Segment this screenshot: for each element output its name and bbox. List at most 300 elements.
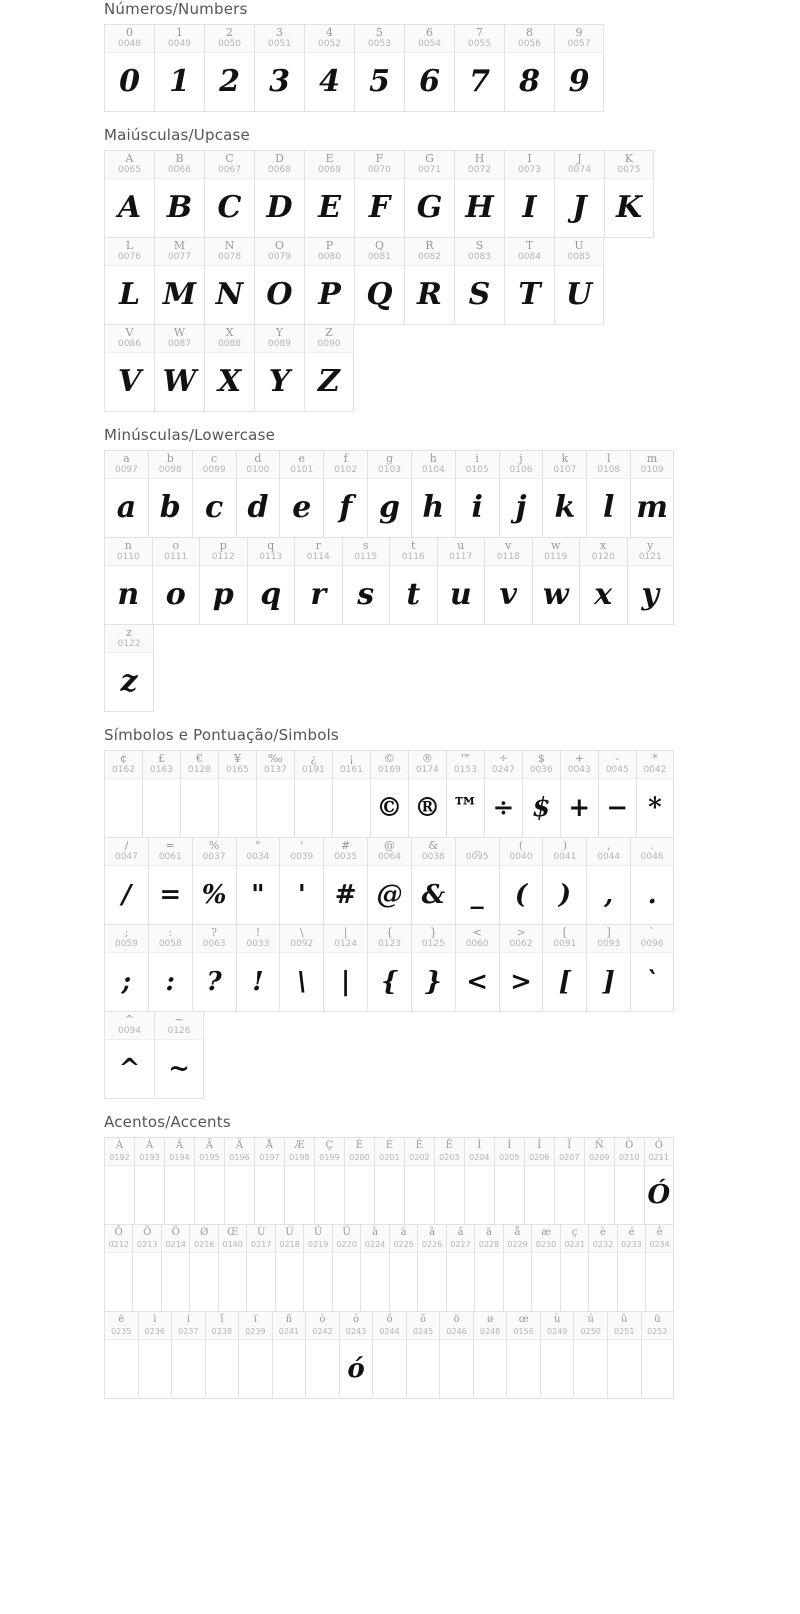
glyph-code-label: 0071 xyxy=(418,165,441,175)
glyph-cell[interactable] xyxy=(254,325,304,412)
glyph-cell[interactable] xyxy=(630,450,674,538)
glyph-char-label: | xyxy=(343,926,348,939)
glyph-code-label: 0197 xyxy=(259,1153,280,1162)
glyph-code-label: 0220 xyxy=(336,1240,357,1249)
glyph-cell-header xyxy=(255,1138,284,1166)
glyph-char-label: Ë xyxy=(445,1140,453,1151)
glyph-cell[interactable] xyxy=(189,1225,217,1312)
glyph-cell[interactable] xyxy=(132,1225,160,1312)
glyph-char-label: Å xyxy=(265,1140,274,1151)
glyph-cell-header xyxy=(105,538,152,566)
glyph-cell[interactable] xyxy=(332,750,370,838)
glyph-cell[interactable] xyxy=(104,538,152,625)
glyph-cell[interactable] xyxy=(573,1312,607,1399)
glyph-cell[interactable] xyxy=(305,1312,339,1399)
glyph-cell[interactable] xyxy=(104,750,142,838)
glyph-cell[interactable] xyxy=(104,838,148,925)
glyph-cell-header xyxy=(193,451,236,479)
glyph-cell[interactable] xyxy=(560,1225,588,1312)
glyph-cell-header xyxy=(500,451,543,479)
glyph-cell[interactable] xyxy=(524,1137,554,1225)
glyph-cell[interactable] xyxy=(588,1225,616,1312)
glyph-cell[interactable] xyxy=(532,538,580,625)
glyph-cell[interactable] xyxy=(455,450,499,538)
glyph-char-label: y xyxy=(647,539,654,552)
glyph-preview: K xyxy=(615,190,643,225)
glyph-cell[interactable] xyxy=(504,238,554,325)
glyph-row xyxy=(104,24,674,112)
glyph-cell[interactable] xyxy=(236,925,280,1012)
glyph-cell-header xyxy=(190,1225,217,1253)
glyph-cell[interactable] xyxy=(542,450,586,538)
glyph-cell[interactable] xyxy=(272,1312,306,1399)
glyph-row xyxy=(104,1012,674,1099)
glyph-row xyxy=(104,750,674,838)
glyph-code-label: 0055 xyxy=(468,39,491,49)
glyph-cell[interactable] xyxy=(360,1225,388,1312)
glyph-cell[interactable] xyxy=(454,150,504,238)
glyph-code-label: 0247 xyxy=(491,765,515,775)
glyph-code-label: 0226 xyxy=(421,1240,443,1249)
glyph-cell[interactable] xyxy=(218,750,256,838)
glyph-cell[interactable] xyxy=(607,1312,641,1399)
glyph-cell-header xyxy=(504,1225,531,1253)
glyph-cell[interactable] xyxy=(224,1137,254,1225)
glyph-preview xyxy=(172,1340,205,1398)
glyph-cell-header xyxy=(195,1138,224,1166)
glyph-char-label: Â xyxy=(175,1140,184,1151)
glyph-cell[interactable] xyxy=(104,1012,154,1099)
glyph-cell[interactable] xyxy=(434,1137,464,1225)
glyph-cell[interactable] xyxy=(370,750,408,838)
glyph-cell[interactable] xyxy=(374,1137,404,1225)
glyph-cell[interactable] xyxy=(279,838,323,925)
glyph-cell[interactable] xyxy=(531,1225,559,1312)
glyph-code-label: 0079 xyxy=(268,252,291,262)
glyph-preview: 3 xyxy=(269,64,290,99)
glyph-char-label: 8 xyxy=(526,26,533,39)
glyph-preview: I xyxy=(522,190,537,225)
glyph-cell[interactable] xyxy=(304,325,354,412)
glyph-cell[interactable] xyxy=(408,750,446,838)
glyph-char-label: o xyxy=(172,539,180,552)
glyph-char-label: ã xyxy=(457,1227,464,1238)
glyph-preview: l xyxy=(603,490,615,525)
glyph-code-label: 0206 xyxy=(529,1153,550,1162)
glyph-cell[interactable] xyxy=(404,238,454,325)
glyph-cell[interactable] xyxy=(247,538,295,625)
glyph-preview: x xyxy=(594,577,613,612)
glyph-cell[interactable] xyxy=(554,24,604,112)
glyph-cell[interactable] xyxy=(148,838,192,925)
glyph-code-label: 0069 xyxy=(318,165,341,175)
glyph-preview xyxy=(285,1166,314,1224)
glyph-code-label: 0096 xyxy=(640,939,664,949)
glyph-cell[interactable] xyxy=(161,1225,189,1312)
glyph-cell[interactable] xyxy=(154,325,204,412)
glyph-char-label: W xyxy=(173,326,186,339)
glyph-cell[interactable] xyxy=(199,538,247,625)
glyph-cell[interactable] xyxy=(454,24,504,112)
glyph-preview xyxy=(440,1340,473,1398)
glyph-cell[interactable] xyxy=(494,1137,524,1225)
glyph-code-label: 0239 xyxy=(245,1327,266,1336)
glyph-cell[interactable] xyxy=(192,838,236,925)
glyph-cell-header xyxy=(239,1312,272,1340)
glyph-cell[interactable] xyxy=(522,750,560,838)
glyph-cell[interactable] xyxy=(644,1137,674,1225)
glyph-cell[interactable] xyxy=(104,24,154,112)
glyph-char-label: h xyxy=(429,452,437,465)
glyph-cell[interactable] xyxy=(256,750,294,838)
glyph-cell[interactable] xyxy=(180,750,218,838)
glyph-cell-header xyxy=(418,1225,445,1253)
glyph-cell[interactable] xyxy=(236,450,280,538)
glyph-code-label: 0117 xyxy=(449,552,473,562)
glyph-cell[interactable] xyxy=(389,1225,417,1312)
glyph-cell[interactable] xyxy=(354,24,404,112)
glyph-cell[interactable] xyxy=(411,925,455,1012)
glyph-char-label: ' xyxy=(300,839,304,852)
glyph-cell-header xyxy=(500,838,543,866)
glyph-preview: H xyxy=(465,190,494,225)
glyph-cell[interactable] xyxy=(192,925,236,1012)
glyph-code-label: 0246 xyxy=(446,1327,467,1336)
glyph-cell[interactable] xyxy=(342,538,390,625)
glyph-cell[interactable] xyxy=(154,238,204,325)
glyph-cell-header xyxy=(555,151,604,179)
glyph-cell-header xyxy=(295,751,332,779)
glyph-char-label: ; xyxy=(124,926,129,939)
glyph-cell[interactable] xyxy=(154,24,204,112)
glyph-cell[interactable] xyxy=(204,325,254,412)
glyph-cell[interactable] xyxy=(204,24,254,112)
glyph-cell[interactable] xyxy=(474,1225,502,1312)
glyph-cell-header xyxy=(285,1138,314,1166)
glyph-char-label: a xyxy=(123,452,130,465)
glyph-cell[interactable] xyxy=(194,1137,224,1225)
glyph-code-label: 0203 xyxy=(439,1153,460,1162)
glyph-cell[interactable] xyxy=(554,1137,584,1225)
glyph-cell[interactable] xyxy=(586,450,630,538)
glyph-preview: ó xyxy=(347,1354,365,1384)
glyph-cell[interactable] xyxy=(554,238,604,325)
glyph-cell[interactable] xyxy=(503,1225,531,1312)
glyph-preview xyxy=(507,1340,540,1398)
glyph-cell[interactable] xyxy=(192,450,236,538)
glyph-cell[interactable] xyxy=(104,1137,134,1225)
glyph-cell-header xyxy=(456,451,499,479)
glyph-preview xyxy=(585,1166,614,1224)
glyph-cell-header xyxy=(205,238,254,266)
glyph-cell-header xyxy=(219,1225,246,1253)
glyph-char-label: ë xyxy=(118,1314,125,1325)
glyph-char-label: ä xyxy=(486,1227,493,1238)
glyph-preview: 5 xyxy=(369,64,390,99)
glyph-cell-header xyxy=(543,451,586,479)
glyph-cell[interactable] xyxy=(314,1137,344,1225)
glyph-code-label: 0072 xyxy=(468,165,491,175)
glyph-preview: L xyxy=(118,277,141,312)
glyph-cell[interactable] xyxy=(554,150,604,238)
glyph-cell[interactable] xyxy=(205,1312,239,1399)
glyph-grid xyxy=(104,24,674,112)
glyph-char-label: / xyxy=(124,839,129,852)
glyph-cell[interactable] xyxy=(473,1312,507,1399)
glyph-preview: 2 xyxy=(219,64,240,99)
glyph-cell[interactable] xyxy=(142,750,180,838)
glyph-cell-header xyxy=(248,538,295,566)
glyph-cell[interactable] xyxy=(275,1225,303,1312)
glyph-cell[interactable] xyxy=(238,1312,272,1399)
glyph-cell[interactable] xyxy=(372,1312,406,1399)
glyph-cell[interactable] xyxy=(586,838,630,925)
glyph-cell[interactable] xyxy=(645,1225,674,1312)
glyph-code-label: 0212 xyxy=(108,1240,129,1249)
glyph-preview: 7 xyxy=(469,64,490,99)
glyph-cell[interactable] xyxy=(446,1225,474,1312)
glyph-cell[interactable] xyxy=(204,150,254,238)
glyph-code-label: 0236 xyxy=(144,1327,165,1336)
glyph-cell[interactable] xyxy=(560,750,598,838)
glyph-cell[interactable] xyxy=(154,1012,204,1099)
glyph-cell[interactable] xyxy=(254,1137,284,1225)
glyph-cell[interactable] xyxy=(104,450,148,538)
glyph-cell[interactable] xyxy=(367,838,411,925)
glyph-cell-header xyxy=(541,1312,574,1340)
glyph-cell[interactable] xyxy=(323,925,367,1012)
glyph-cell[interactable] xyxy=(584,1137,614,1225)
glyph-code-label: 0121 xyxy=(638,552,662,562)
glyph-cell[interactable] xyxy=(236,838,280,925)
glyph-cell[interactable] xyxy=(504,24,554,112)
glyph-code-label: 0046 xyxy=(640,852,664,862)
glyph-cell-header xyxy=(589,1225,616,1253)
glyph-section xyxy=(0,726,800,1099)
glyph-cell[interactable] xyxy=(504,150,554,238)
glyph-preview xyxy=(642,1340,674,1398)
glyph-code-label: 0244 xyxy=(379,1327,400,1336)
glyph-cell[interactable] xyxy=(204,238,254,325)
glyph-preview xyxy=(165,1166,194,1224)
glyph-code-label: 0101 xyxy=(290,465,314,475)
glyph-cell[interactable] xyxy=(218,1225,246,1312)
glyph-char-label: ó xyxy=(352,1314,359,1325)
glyph-cell-header xyxy=(580,538,627,566)
glyph-cell[interactable] xyxy=(454,238,504,325)
glyph-char-label: Ø xyxy=(200,1227,209,1238)
glyph-cell[interactable] xyxy=(540,1312,574,1399)
glyph-cell[interactable] xyxy=(406,1312,440,1399)
glyph-code-label: 0118 xyxy=(496,552,520,562)
section-title: Símbolos e Pontuação/Simbols xyxy=(104,726,339,744)
glyph-cell[interactable] xyxy=(636,750,674,838)
glyph-cell[interactable] xyxy=(464,1137,494,1225)
glyph-cell[interactable] xyxy=(148,925,192,1012)
glyph-code-label: 0081 xyxy=(368,252,391,262)
glyph-cell[interactable] xyxy=(354,150,404,238)
glyph-cell[interactable] xyxy=(171,1312,205,1399)
glyph-code-label: 0065 xyxy=(118,165,141,175)
glyph-cell[interactable] xyxy=(404,150,454,238)
glyph-cell[interactable] xyxy=(404,1137,434,1225)
glyph-cell[interactable] xyxy=(344,1137,374,1225)
glyph-char-label: ü xyxy=(654,1314,661,1325)
glyph-cell[interactable] xyxy=(104,925,148,1012)
glyph-preview: r xyxy=(310,577,327,612)
glyph-cell[interactable] xyxy=(152,538,200,625)
glyph-cell[interactable] xyxy=(411,450,455,538)
glyph-cell[interactable] xyxy=(617,1225,645,1312)
glyph-cell[interactable] xyxy=(323,450,367,538)
glyph-char-label: = xyxy=(165,839,175,852)
glyph-cell-header xyxy=(474,1312,507,1340)
glyph-cell[interactable] xyxy=(138,1312,172,1399)
glyph-cell[interactable] xyxy=(104,238,154,325)
glyph-cell[interactable] xyxy=(254,150,304,238)
glyph-preview: ( xyxy=(514,880,528,910)
glyph-cell-header xyxy=(455,151,504,179)
glyph-cell-header xyxy=(587,838,630,866)
glyph-cell[interactable] xyxy=(455,925,499,1012)
glyph-code-label: 0201 xyxy=(379,1153,400,1162)
glyph-code-label: 0122 xyxy=(117,639,141,649)
glyph-cell[interactable] xyxy=(579,538,627,625)
glyph-cell[interactable] xyxy=(437,538,485,625)
glyph-cell-header xyxy=(631,451,673,479)
glyph-cell-header xyxy=(355,238,404,266)
glyph-cell[interactable] xyxy=(499,925,543,1012)
glyph-code-label: 0196 xyxy=(229,1153,250,1162)
glyph-code-label: 0204 xyxy=(469,1153,490,1162)
glyph-cell[interactable] xyxy=(604,150,654,238)
glyph-cell-header xyxy=(237,838,280,866)
glyph-cell[interactable] xyxy=(586,925,630,1012)
glyph-cell[interactable] xyxy=(367,450,411,538)
glyph-char-label: ( xyxy=(518,839,524,852)
glyph-cell[interactable] xyxy=(304,238,354,325)
glyph-cell[interactable] xyxy=(630,838,674,925)
glyph-code-label: 0044 xyxy=(597,852,621,862)
glyph-cell[interactable] xyxy=(134,1137,164,1225)
glyph-char-label: Ò xyxy=(625,1140,634,1151)
glyph-cell[interactable] xyxy=(284,1137,314,1225)
glyph-cell[interactable] xyxy=(484,538,532,625)
glyph-cell[interactable] xyxy=(104,625,154,712)
glyph-cell[interactable] xyxy=(303,1225,331,1312)
glyph-code-label: 0111 xyxy=(164,552,188,562)
glyph-cell[interactable] xyxy=(294,538,342,625)
glyph-preview xyxy=(133,1253,160,1311)
glyph-cell[interactable] xyxy=(304,24,354,112)
glyph-cell-header xyxy=(255,25,304,53)
glyph-preview: : xyxy=(165,967,176,997)
glyph-cell[interactable] xyxy=(627,538,675,625)
glyph-cell-header xyxy=(255,325,304,353)
glyph-cell[interactable] xyxy=(254,238,304,325)
glyph-cell[interactable] xyxy=(279,450,323,538)
glyph-code-label: 0092 xyxy=(290,939,314,949)
glyph-preview: k xyxy=(554,490,576,525)
glyph-cell-header xyxy=(405,25,454,53)
glyph-char-label: 9 xyxy=(575,26,583,39)
glyph-cell[interactable] xyxy=(104,1312,138,1399)
glyph-code-label: 0091 xyxy=(553,939,577,949)
glyph-cell[interactable] xyxy=(104,150,154,238)
glyph-code-label: 0252 xyxy=(647,1327,668,1336)
glyph-cell[interactable] xyxy=(417,1225,445,1312)
glyph-cell[interactable] xyxy=(506,1312,540,1399)
glyph-cell[interactable] xyxy=(630,925,674,1012)
glyph-code-label: 0102 xyxy=(334,465,358,475)
glyph-char-label: + xyxy=(574,752,584,765)
glyph-cell[interactable] xyxy=(411,838,455,925)
glyph-cell[interactable] xyxy=(484,750,522,838)
glyph-cell[interactable] xyxy=(499,450,543,538)
glyph-cell[interactable] xyxy=(332,1225,360,1312)
glyph-cell[interactable] xyxy=(148,450,192,538)
glyph-cell-header xyxy=(555,25,603,53)
glyph-char-label: X xyxy=(225,326,234,339)
glyph-cell[interactable] xyxy=(339,1312,373,1399)
glyph-row xyxy=(104,1225,674,1312)
glyph-cell[interactable] xyxy=(542,838,586,925)
glyph-cell-header xyxy=(205,151,254,179)
glyph-preview: 6 xyxy=(419,64,440,99)
glyph-code-label: 0163 xyxy=(150,765,173,775)
glyph-cell[interactable] xyxy=(104,1225,132,1312)
glyph-cell-header xyxy=(324,451,367,479)
glyph-cell[interactable] xyxy=(499,838,543,925)
glyph-cell[interactable] xyxy=(446,750,484,838)
glyph-cell-header xyxy=(105,1225,132,1253)
glyph-char-label: å xyxy=(514,1227,521,1238)
glyph-cell-header xyxy=(455,238,504,266)
glyph-cell[interactable] xyxy=(542,925,586,1012)
glyph-cell[interactable] xyxy=(104,325,154,412)
glyph-cell[interactable] xyxy=(614,1137,644,1225)
glyph-code-label: 0137 xyxy=(263,765,287,775)
glyph-code-label: 0070 xyxy=(368,165,391,175)
glyph-preview: Z xyxy=(318,364,340,399)
glyph-cell[interactable] xyxy=(367,925,411,1012)
glyph-row xyxy=(104,538,674,625)
glyph-cell[interactable] xyxy=(304,150,354,238)
glyph-char-label: _ xyxy=(474,839,480,852)
glyph-preview: V xyxy=(117,364,142,399)
glyph-cell-header xyxy=(315,1138,344,1166)
glyph-cell[interactable] xyxy=(154,150,204,238)
glyph-preview: * xyxy=(648,793,662,823)
glyph-cell[interactable] xyxy=(389,538,437,625)
glyph-cell[interactable] xyxy=(246,1225,274,1312)
glyph-cell[interactable] xyxy=(164,1137,194,1225)
glyph-cell[interactable] xyxy=(354,238,404,325)
glyph-cell[interactable] xyxy=(294,750,332,838)
section-title: Maiúsculas/Upcase xyxy=(104,126,250,144)
glyph-code-label: 0059 xyxy=(114,939,138,949)
glyph-cell[interactable] xyxy=(641,1312,675,1399)
glyph-cell[interactable] xyxy=(455,838,499,925)
glyph-code-label: 0116 xyxy=(401,552,425,562)
glyph-cell[interactable] xyxy=(279,925,323,1012)
glyph-cell[interactable] xyxy=(323,838,367,925)
glyph-cell[interactable] xyxy=(439,1312,473,1399)
glyph-code-label: 0076 xyxy=(118,252,141,262)
glyph-cell[interactable] xyxy=(254,24,304,112)
glyph-cell[interactable] xyxy=(598,750,636,838)
glyph-cell[interactable] xyxy=(404,24,454,112)
